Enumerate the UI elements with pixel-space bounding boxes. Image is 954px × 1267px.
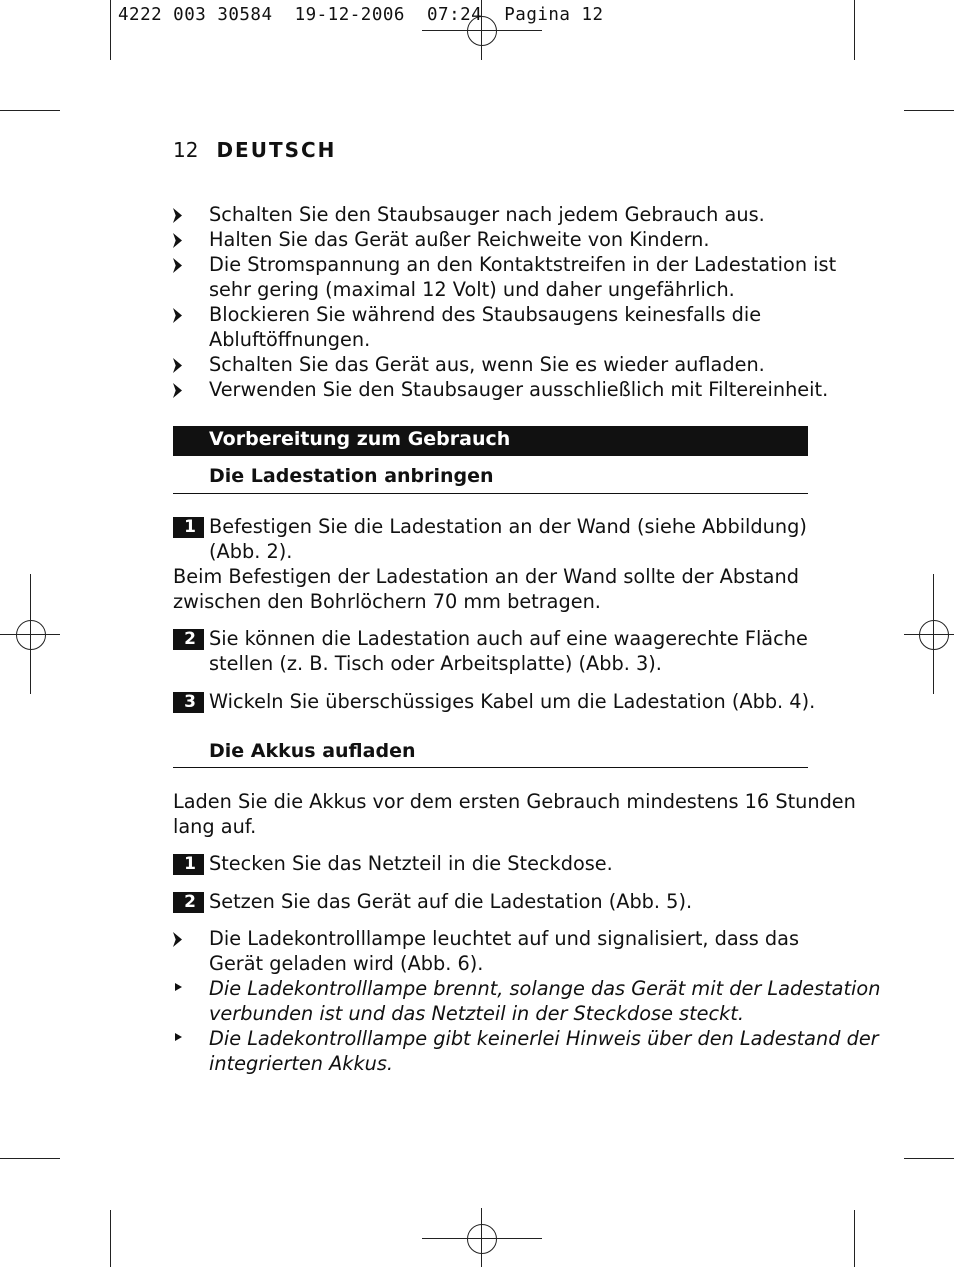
safety-bullet-5: Schalten Sie das Gerät aus, wenn Sie es wieder aufladen.: [209, 353, 765, 376]
step-number-1: 1: [173, 517, 204, 538]
step-number-1: 1: [173, 854, 204, 875]
safety-bullet-2: Halten Sie das Gerät außer Reichweite von Kindern.: [209, 228, 710, 251]
charge-result-line1: Die Ladekontrolllampe leuchtet auf und signalisiert, dass das: [209, 927, 800, 950]
running-head: [173, 138, 336, 162]
page-number: 12: [173, 138, 199, 162]
crop-mark-left-upper: [0, 110, 60, 111]
step-2-line1: Sie können die Ladestation auch auf eine waagerechte Fläche: [209, 627, 808, 650]
crop-mark-top-right: [854, 0, 855, 60]
charge-note-2-line1: Die Ladekontrolllampe gibt keinerlei Hinweis über den Ladestand der: [209, 1027, 879, 1050]
crop-mark-bottom-left: [110, 1210, 111, 1267]
charging-intro-line2: lang auf.: [173, 815, 257, 838]
charging-intro-line1: Laden Sie die Akkus vor dem ersten Gebrauch mindestens 16 Stunden: [173, 790, 856, 813]
subsection-title-ladestation: Die Ladestation anbringen: [209, 465, 494, 487]
crop-mark-right-lower: [904, 1158, 954, 1159]
safety-bullet-1: Schalten Sie den Staubsauger nach jedem Gebrauch aus.: [209, 203, 765, 226]
bullet-icon: [173, 383, 182, 398]
note-triangle-icon: [175, 1033, 182, 1041]
subsection-rule: [173, 493, 808, 494]
crop-mark-right-upper: [904, 110, 954, 111]
safety-bullet-3-line1: Die Stromspannung an den Kontaktstreifen in der Ladestation ist: [209, 253, 837, 276]
bullet-icon: [173, 308, 182, 323]
mounting-note-line1: Beim Befestigen der Ladestation an der Wand sollte der Abstand: [173, 565, 799, 588]
section-heading-bar: [173, 426, 808, 456]
crop-mark-top-left: [110, 0, 111, 60]
bullet-icon: [173, 233, 182, 248]
registration-circle-right: [919, 620, 949, 650]
step-1-line1: Befestigen Sie die Ladestation an der Wand (siehe Abbildung): [209, 515, 807, 538]
print-header: 4222 003 30584 19-12-2006 07:24 Pagina 12: [118, 5, 604, 25]
safety-bullet-4-line2: Abluftöffnungen.: [209, 328, 371, 351]
subsection-title-akkus: Die Akkus aufladen: [209, 740, 416, 762]
charge-result-line2: Gerät geladen wird (Abb. 6).: [209, 952, 484, 975]
step-number-2: 2: [173, 892, 204, 913]
step-number-2: 2: [173, 629, 204, 650]
safety-bullet-3-line2: sehr gering (maximal 12 Volt) und daher ungefährlich.: [209, 278, 735, 301]
note-triangle-icon: [175, 983, 182, 991]
step-number-3: 3: [173, 692, 204, 713]
registration-circle-left: [16, 620, 46, 650]
mounting-note-line2: zwischen den Bohrlöchern 70 mm betragen.: [173, 590, 601, 613]
language-title: DEUTSCH: [216, 138, 337, 162]
bullet-icon: [173, 358, 182, 373]
step-2-line2: stellen (z. B. Tisch oder Arbeitsplatte) (Abb. 3).: [209, 652, 662, 675]
bullet-icon: [173, 932, 182, 947]
bullet-icon: [173, 208, 182, 223]
charge-note-1-line2: verbunden ist und das Netzteil in der Steckdose steckt.: [209, 1002, 744, 1025]
subsection-rule: [173, 767, 808, 768]
charge-step-2: Setzen Sie das Gerät auf die Ladestation (Abb. 5).: [209, 890, 693, 913]
safety-bullet-6: Verwenden Sie den Staubsauger ausschließlich mit Filtereinheit.: [209, 378, 829, 401]
step-1-line2: (Abb. 2).: [209, 540, 293, 563]
registration-circle-bottom: [467, 1224, 497, 1254]
charge-note-1-line1: Die Ladekontrolllampe brennt, solange das Gerät mit der Ladestation: [209, 977, 881, 1000]
bullet-icon: [173, 258, 182, 273]
crop-mark-left-lower: [0, 1158, 60, 1159]
section-title: Vorbereitung zum Gebrauch: [209, 428, 511, 450]
safety-bullet-4-line1: Blockieren Sie während des Staubsaugens keinesfalls die: [209, 303, 762, 326]
charge-note-2-line2: integrierten Akkus.: [209, 1052, 394, 1075]
step-3-line1: Wickeln Sie überschüssiges Kabel um die Ladestation (Abb. 4).: [209, 690, 816, 713]
charge-step-1: Stecken Sie das Netzteil in die Steckdose.: [209, 852, 613, 875]
crop-mark-bottom-right: [854, 1210, 855, 1267]
